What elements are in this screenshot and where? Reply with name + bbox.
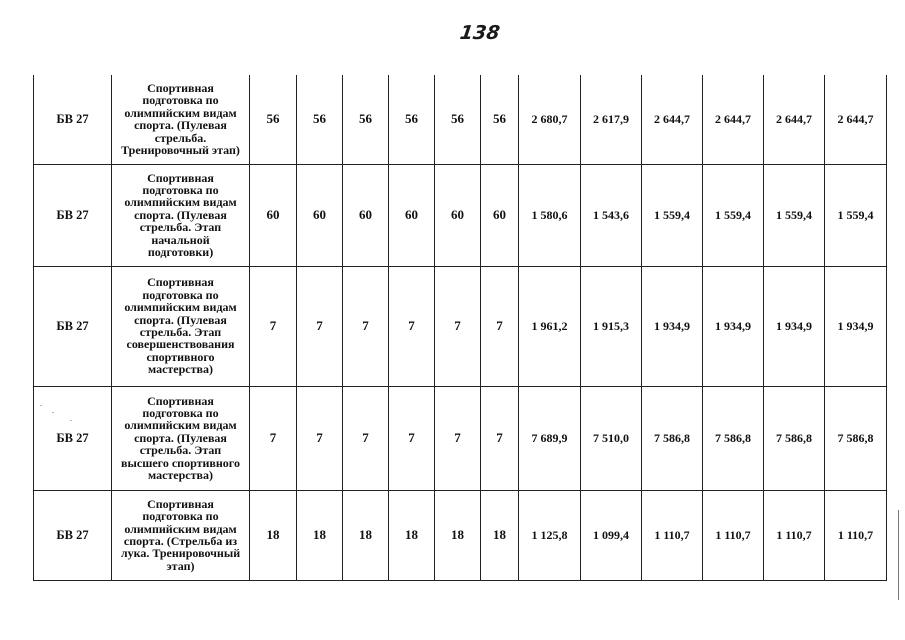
service-name-line: совершенствования [126, 337, 235, 352]
quantity-cell: 7 [481, 386, 519, 490]
amount-cell: 1 110,7 [764, 490, 825, 580]
amount-cell: 1 125,8 [519, 490, 581, 580]
service-name-line: Спортивная [147, 393, 214, 408]
table-row [34, 386, 887, 490]
amount-cell: 1 580,6 [519, 164, 581, 266]
service-name-line: олимпийским видам [124, 300, 237, 315]
service-name-line: мастерства) [147, 468, 213, 483]
row-service-name [112, 266, 250, 386]
service-name-line: спортивного [146, 349, 215, 364]
quantity-cell: 60 [481, 164, 519, 266]
row-code: БВ 27 [34, 75, 112, 164]
scan-speck [52, 412, 54, 413]
service-name-line: мастерства) [147, 362, 213, 377]
service-name-line: спорта. (Пулевая [134, 207, 227, 222]
amount-cell: 1 559,4 [825, 164, 887, 266]
service-name-line: олимпийским видам [124, 418, 237, 433]
budget-table [33, 75, 887, 581]
quantity-cell: 60 [297, 164, 343, 266]
quantity-cell: 7 [297, 386, 343, 490]
amount-cell: 7 586,8 [642, 386, 703, 490]
quantity-cell: 56 [389, 75, 435, 164]
amount-cell: 1 559,4 [764, 164, 825, 266]
table-row [34, 164, 887, 266]
service-name-line: стрельба. Этап [139, 220, 222, 235]
amount-cell: 1 559,4 [703, 164, 764, 266]
service-name-line: Спортивная [147, 81, 214, 96]
service-name-line: стрельба. [154, 130, 207, 145]
quantity-cell: 18 [435, 490, 481, 580]
quantity-cell: 18 [389, 490, 435, 580]
service-name-line: подготовки) [147, 245, 214, 260]
amount-cell: 1 934,9 [703, 266, 764, 386]
scan-speck [40, 405, 42, 406]
row-service-name [112, 386, 250, 490]
service-name-line: подготовка по [142, 93, 219, 108]
row-code: БВ 27 [34, 386, 112, 490]
amount-cell: 1 934,9 [825, 266, 887, 386]
quantity-cell: 7 [343, 386, 389, 490]
table-row [34, 266, 887, 386]
quantity-cell: 56 [297, 75, 343, 164]
amount-cell: 1 961,2 [519, 266, 581, 386]
amount-cell: 7 586,8 [764, 386, 825, 490]
amount-cell: 2 644,7 [642, 75, 703, 164]
amount-cell: 1 099,4 [581, 490, 642, 580]
amount-cell: 1 934,9 [764, 266, 825, 386]
service-name-line: олимпийским видам [124, 521, 237, 536]
amount-cell: 2 617,9 [581, 75, 642, 164]
service-name-line: подготовка по [142, 405, 219, 420]
row-service-name [112, 164, 250, 266]
amount-cell: 2 644,7 [703, 75, 764, 164]
quantity-cell: 60 [250, 164, 297, 266]
quantity-cell: 56 [250, 75, 297, 164]
service-name-line: Тренировочный этап) [121, 143, 240, 158]
row-service-name [112, 75, 250, 164]
quantity-cell: 7 [250, 266, 297, 386]
service-name-line: Спортивная [147, 275, 214, 290]
amount-cell: 2 644,7 [764, 75, 825, 164]
service-name-line: подготовка по [142, 182, 219, 197]
amount-cell: 2 644,7 [825, 75, 887, 164]
amount-cell: 1 110,7 [703, 490, 764, 580]
scan-edge-line [898, 510, 899, 600]
quantity-cell: 7 [435, 386, 481, 490]
amount-cell: 1 559,4 [642, 164, 703, 266]
service-name-line: этап) [166, 558, 195, 573]
quantity-cell: 7 [343, 266, 389, 386]
quantity-cell: 56 [435, 75, 481, 164]
quantity-cell: 18 [250, 490, 297, 580]
table-row [34, 75, 887, 164]
service-name-line: стрельба. Этап [139, 325, 222, 339]
page-number: 138 [458, 22, 502, 44]
service-name-line: олимпийским видам [124, 195, 237, 210]
amount-cell: 7 689,9 [519, 386, 581, 490]
quantity-cell: 60 [343, 164, 389, 266]
row-code: БВ 27 [34, 490, 112, 580]
quantity-cell: 7 [481, 266, 519, 386]
quantity-cell: 7 [389, 266, 435, 386]
amount-cell: 7 586,8 [703, 386, 764, 490]
service-name-line: подготовка по [142, 287, 219, 302]
scan-speck [70, 420, 72, 421]
amount-cell: 7 510,0 [581, 386, 642, 490]
quantity-cell: 56 [481, 75, 519, 164]
row-code: БВ 27 [34, 266, 112, 386]
table-row [34, 490, 887, 580]
service-name-line: стрельба. Этап [139, 443, 222, 458]
amount-cell: 1 915,3 [581, 266, 642, 386]
amount-cell: 7 586,8 [825, 386, 887, 490]
service-name-line: лука. Тренировочный [120, 546, 241, 561]
service-name-line: Спортивная [147, 170, 214, 185]
amount-cell: 1 934,9 [642, 266, 703, 386]
service-name-line: олимпийским видам [124, 105, 237, 120]
quantity-cell: 7 [435, 266, 481, 386]
service-name-line: спорта. (Пулевая [134, 430, 227, 445]
quantity-cell: 7 [389, 386, 435, 490]
service-name-line: высшего спортивного [121, 455, 240, 470]
service-name-line: спорта. (Пулевая [134, 118, 227, 133]
amount-cell: 2 680,7 [519, 75, 581, 164]
quantity-cell: 60 [389, 164, 435, 266]
quantity-cell: 60 [435, 164, 481, 266]
service-name-line: Спортивная [147, 496, 214, 511]
row-code: БВ 27 [34, 164, 112, 266]
quantity-cell: 18 [297, 490, 343, 580]
amount-cell: 1 110,7 [825, 490, 887, 580]
quantity-cell: 18 [343, 490, 389, 580]
quantity-cell: 7 [297, 266, 343, 386]
service-name-line: спорта. (Стрельба из [123, 534, 238, 548]
quantity-cell: 7 [250, 386, 297, 490]
service-name-line: спорта. (Пулевая [134, 312, 227, 327]
quantity-cell: 56 [343, 75, 389, 164]
service-name-line: начальной [151, 232, 210, 247]
quantity-cell: 18 [481, 490, 519, 580]
amount-cell: 1 110,7 [642, 490, 703, 580]
row-service-name [112, 490, 250, 580]
service-name-line: подготовка по [142, 509, 219, 524]
amount-cell: 1 543,6 [581, 164, 642, 266]
